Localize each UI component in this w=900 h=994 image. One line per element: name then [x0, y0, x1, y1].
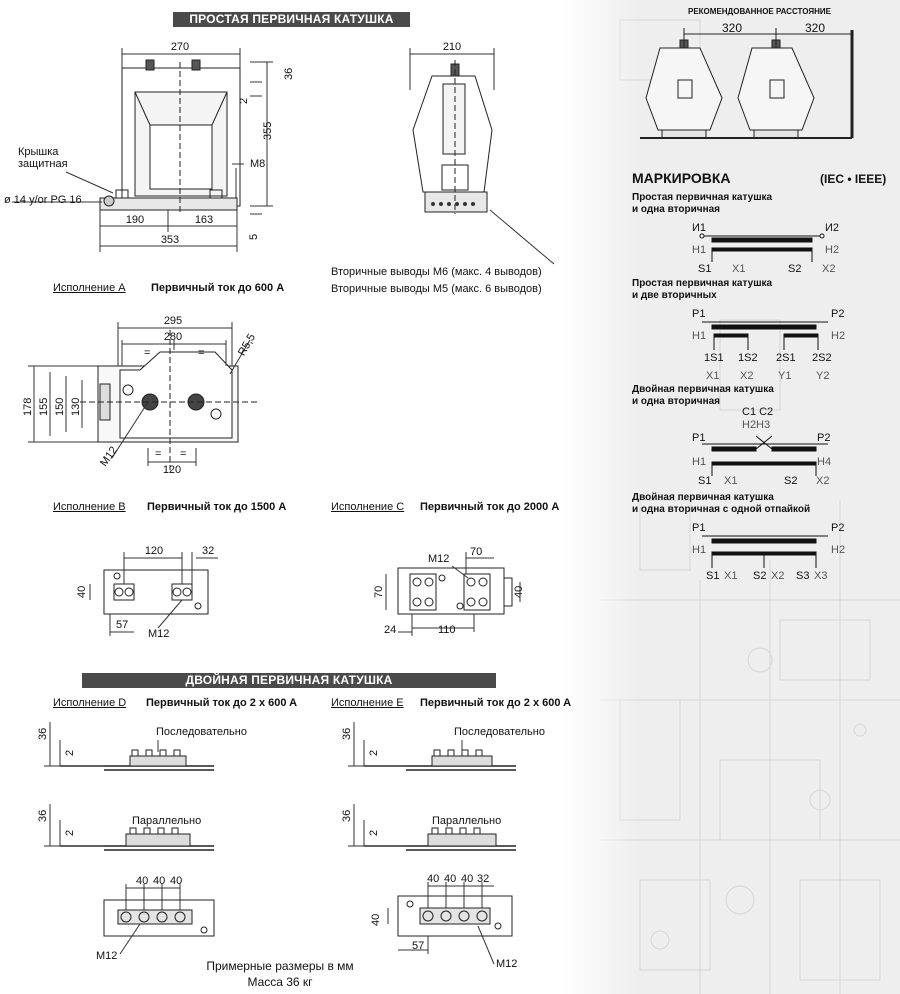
dim-spacing-1: 320 — [721, 21, 743, 35]
dim-40v-e: 40 — [370, 913, 382, 926]
dim-57-e: 57 — [412, 940, 425, 952]
eq-mark-4: = — [180, 448, 187, 460]
dim-163: 163 — [194, 214, 214, 226]
scheme2-title-1: Простая первичная катушка — [632, 278, 773, 289]
scheme3-h-right: H4 — [817, 456, 832, 468]
scheme2-x1: X1 — [706, 370, 720, 382]
dim-spacing-2: 320 — [804, 21, 826, 35]
dim-2a-e: 2 — [368, 749, 380, 756]
note-secondary-m5: Вторичные выводы M5 (макс. 6 выводов) — [331, 283, 542, 295]
scheme3-s-left: S1 — [698, 475, 712, 487]
label-m12-e: M12 — [496, 958, 518, 970]
scheme3-title-1: Двойная первичная катушка — [632, 384, 774, 395]
scheme2-title-2: и две вторичных — [632, 290, 717, 301]
dim-353: 353 — [160, 234, 180, 246]
dim-36a-d: 36 — [37, 727, 49, 740]
scheme2-p-right: P2 — [831, 308, 845, 320]
scheme4-x3: X3 — [814, 570, 828, 582]
variant-c-label: Исполнение C — [331, 501, 405, 513]
scheme4-x1: X1 — [724, 570, 738, 582]
dim-2a-d: 2 — [64, 749, 76, 756]
scheme3-s-right: S2 — [784, 475, 798, 487]
eq-mark-1: = — [144, 347, 151, 359]
dim-70v-c: 70 — [373, 585, 385, 598]
footer-mass: Масса 36 кг — [247, 975, 313, 989]
variant-c-drawing — [398, 568, 512, 614]
marking-standard: (IEC • IEEE) — [820, 172, 887, 186]
dim-32-e: 32 — [477, 873, 490, 885]
spacing-diagram — [640, 28, 852, 138]
variant-b-current: Первичный ток до 1500 A — [147, 501, 287, 513]
scheme2-y2: Y2 — [816, 370, 830, 382]
dim-36: 36 — [283, 67, 295, 80]
dim-150: 150 — [54, 397, 66, 416]
eq-mark-3: = — [155, 448, 162, 460]
scheme1-s-left: S1 — [698, 263, 712, 275]
footer-dimensions-note: Примерные размеры в мм — [206, 959, 354, 973]
marking-scheme-4 — [702, 536, 828, 568]
scheme3-x-left: X1 — [724, 475, 738, 487]
dim-40-c: 40 — [513, 585, 525, 598]
marking-scheme-1 — [700, 234, 824, 262]
variant-c-current: Первичный ток до 2000 A — [420, 501, 560, 513]
dim-178: 178 — [22, 397, 34, 416]
scheme2-2s2: 2S2 — [812, 352, 832, 364]
dim-36a-e: 36 — [341, 727, 353, 740]
scheme3-h-left: H1 — [692, 456, 707, 468]
dim-36b-e: 36 — [341, 809, 353, 822]
dim-130: 130 — [70, 397, 82, 416]
scheme1-s-right: S2 — [788, 263, 802, 275]
dim-width-210: 210 — [442, 41, 462, 53]
dim-width-270: 270 — [170, 41, 190, 53]
scheme4-h-left: H1 — [692, 544, 707, 556]
scheme4-title-2: и одна вторичная с одной отпайкой — [632, 504, 811, 515]
label-cover-2: защитная — [18, 158, 68, 170]
scheme4-s3: S3 — [796, 570, 810, 582]
scheme1-h-right: H2 — [825, 244, 840, 256]
scheme4-h-right: H2 — [831, 544, 846, 556]
dim-190: 190 — [125, 214, 145, 226]
label-m12-d: M12 — [96, 950, 118, 962]
scheme4-s1: S1 — [706, 570, 720, 582]
scheme3-title-2: и одна вторичная — [632, 396, 721, 407]
scheme2-p-left: P1 — [692, 308, 706, 320]
scheme2-1s2: 1S2 — [738, 352, 758, 364]
dim-40c-d: 40 — [170, 875, 183, 887]
dim-280: 280 — [163, 331, 183, 343]
scheme2-h-right: H2 — [831, 330, 846, 342]
scheme1-h-left: H1 — [692, 244, 707, 256]
dim-40a-e: 40 — [427, 873, 440, 885]
scheme3-p-right: P2 — [817, 432, 831, 444]
banner-simple-primary: ПРОСТАЯ ПЕРВИЧНАЯ КАТУШКА — [173, 12, 410, 27]
variant-e-label: Исполнение E — [331, 697, 404, 709]
spacing-title: РЕКОМЕНДОВАННОЕ РАССТОЯНИЕ — [688, 7, 831, 16]
dim-40-b: 40 — [76, 585, 88, 598]
dim-32-b: 32 — [202, 545, 215, 557]
banner-double-primary: ДВОЙНАЯ ПЕРВИЧНАЯ КАТУШКА — [82, 673, 496, 688]
variant-e-current: Первичный ток до 2 x 600 A — [420, 697, 572, 709]
label-cover-1: Крышка — [18, 146, 59, 158]
variant-a-current: Первичный ток до 600 A — [151, 282, 285, 294]
variant-d-drawing — [60, 750, 214, 936]
scheme2-2s1: 2S1 — [776, 352, 796, 364]
front-view-transformer — [100, 60, 240, 212]
dim-155: 155 — [38, 397, 50, 416]
marking-scheme-3 — [702, 436, 828, 476]
dim-2b-e: 2 — [368, 829, 380, 836]
eq-mark-2: = — [198, 347, 205, 359]
variant-e-drawing — [364, 750, 516, 936]
scheme3-x-right: X2 — [816, 475, 830, 487]
dim-120-b: 120 — [144, 545, 164, 557]
marking-scheme-2 — [702, 322, 828, 350]
side-view-transformer — [413, 60, 492, 214]
dim-110-c: 110 — [438, 624, 456, 636]
scheme4-title-1: Двойная первичная катушка — [632, 492, 774, 503]
scheme1-title-2: и одна вторичная — [632, 204, 721, 215]
scheme4-p-left: P1 — [692, 522, 706, 534]
scheme2-y1: Y1 — [778, 370, 792, 382]
dim-r55: R5,5 — [236, 331, 259, 358]
variant-d-current: Первичный ток до 2 x 600 A — [146, 697, 298, 709]
scheme3-p-left: P1 — [692, 432, 706, 444]
variant-a-label: Исполнение A — [53, 282, 126, 294]
dim-40b-d: 40 — [153, 875, 166, 887]
dim-24-c: 24 — [384, 624, 397, 636]
dim-2: 2 — [238, 97, 250, 104]
dim-40b-e: 40 — [444, 873, 457, 885]
variant-d-label: Исполнение D — [53, 697, 127, 709]
scheme3-c: C1 C2 — [742, 406, 774, 418]
label-parallel-d: Параллельно — [132, 815, 202, 827]
scheme2-1s1: 1S1 — [704, 352, 724, 364]
scheme2-x2: X2 — [740, 370, 754, 382]
marking-title: МАРКИРОВКА — [632, 170, 731, 186]
dim-70-c: 70 — [470, 546, 483, 558]
scheme2-h-left: H1 — [692, 330, 707, 342]
label-parallel-e: Параллельно — [432, 815, 502, 827]
dim-57-b: 57 — [116, 619, 129, 631]
dim-36b-d: 36 — [37, 809, 49, 822]
scheme4-x2: X2 — [771, 570, 785, 582]
dim-height-355: 355 — [262, 121, 274, 140]
label-m8: M8 — [250, 158, 266, 170]
scheme4-s2: S2 — [753, 570, 767, 582]
dim-40c-e: 40 — [461, 873, 474, 885]
scheme1-title-1: Простая первичная катушка — [632, 192, 773, 203]
label-m12-b: M12 — [148, 628, 170, 640]
dim-5: 5 — [248, 233, 260, 240]
label-m12-c: M12 — [428, 553, 450, 565]
label-series-d: Последовательно — [156, 726, 247, 738]
dim-295: 295 — [163, 315, 183, 327]
scheme1-p-left: И1 — [692, 222, 707, 234]
dim-40a-d: 40 — [136, 875, 149, 887]
label-m12-a: M12 — [98, 444, 121, 469]
dim-2b-d: 2 — [64, 829, 76, 836]
label-cable-gland: ø 14 y/or PG 16 — [4, 194, 82, 206]
label-series-e: Последовательно — [454, 726, 545, 738]
variant-b-label: Исполнение B — [53, 501, 126, 513]
scheme1-p-right: И2 — [825, 222, 840, 234]
scheme1-x-right: X2 — [822, 263, 836, 275]
scheme1-x-left: X1 — [732, 263, 746, 275]
note-secondary-m6: Вторичные выводы M6 (макс. 4 выводов) — [331, 266, 542, 278]
dim-120-a: 120 — [162, 464, 182, 476]
scheme4-p-right: P2 — [831, 522, 845, 534]
scheme3-h: H2H3 — [742, 419, 771, 431]
